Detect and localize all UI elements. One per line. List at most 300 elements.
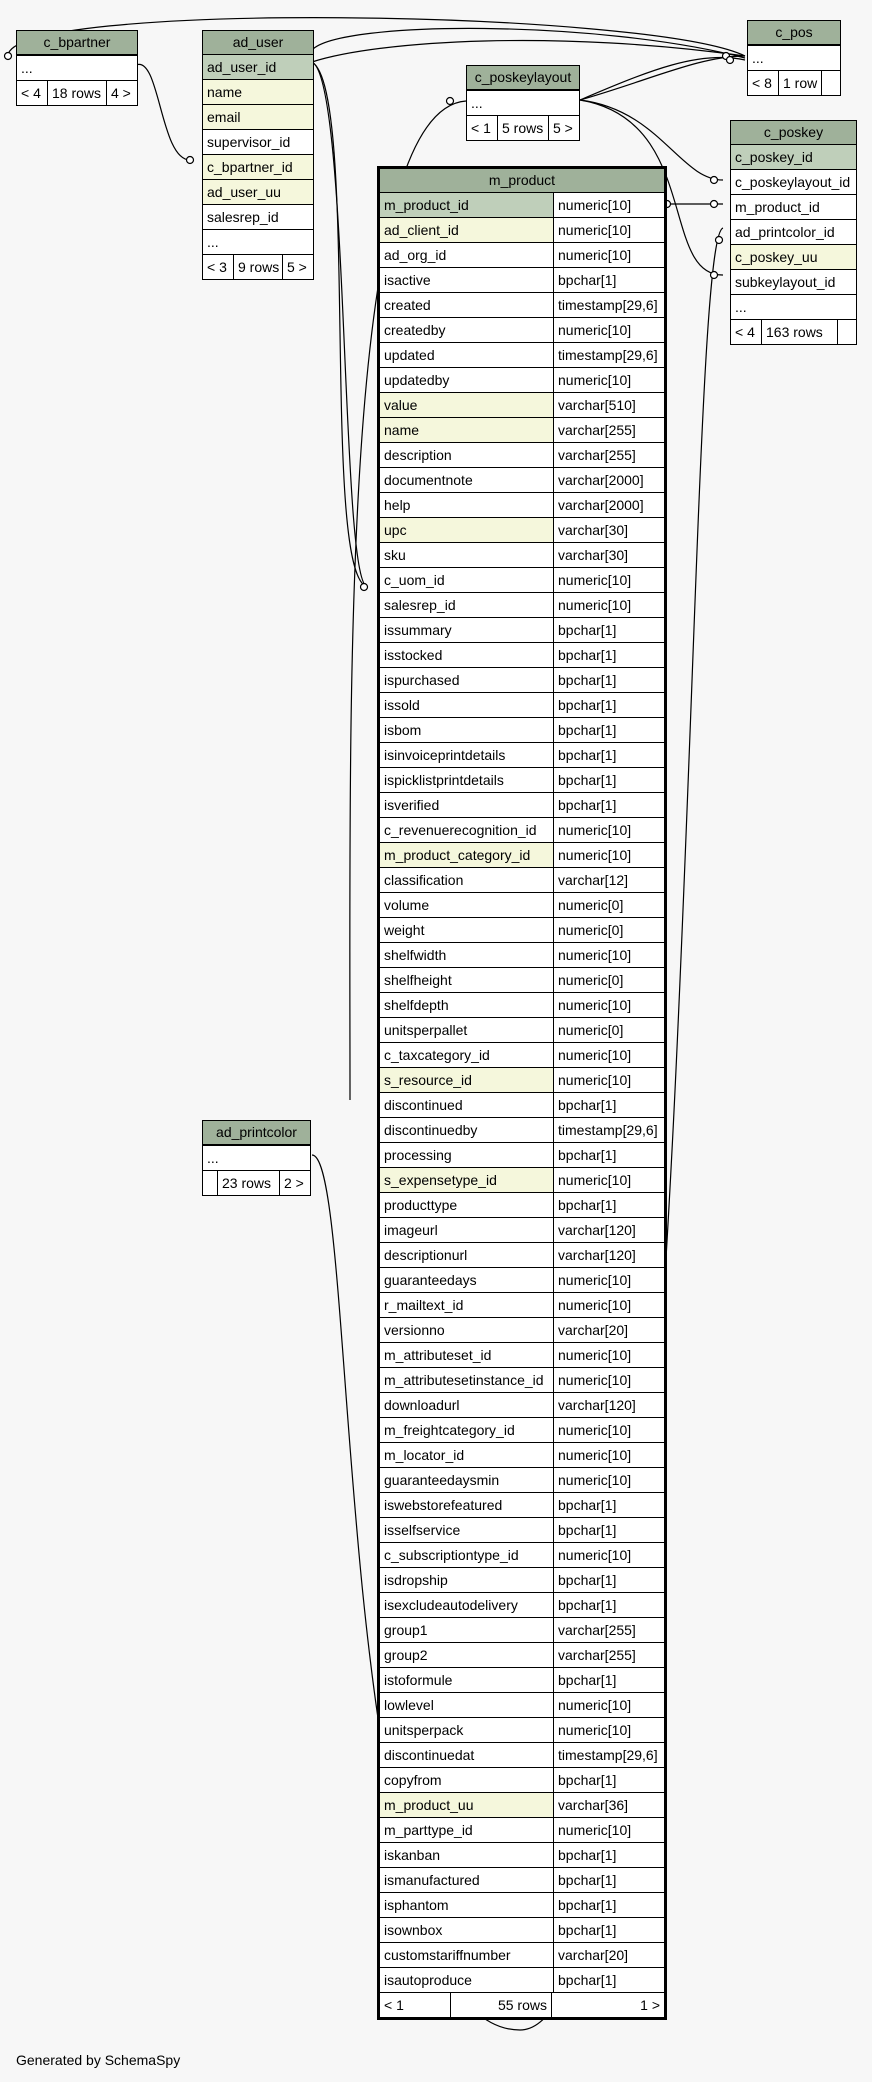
column-type: varchar[255] [553, 418, 664, 442]
column-type: bpchar[1] [553, 1193, 664, 1217]
generated-by-label: Generated by SchemaSpy [16, 2052, 181, 2068]
column-name: ad_user_id [203, 55, 313, 79]
column-name: subkeylayout_id [735, 274, 836, 290]
column-name: s_resource_id [380, 1068, 553, 1092]
column-type: bpchar[1] [553, 1968, 664, 1992]
column-type: timestamp[29,6] [553, 343, 664, 367]
column-type: numeric[10] [553, 1418, 664, 1442]
column-type: bpchar[1] [553, 743, 664, 767]
row-count: 163 rows [761, 320, 837, 344]
column-name: descriptionurl [384, 1247, 468, 1263]
column-type: numeric[10] [553, 1443, 664, 1467]
table-row[interactable] [731, 244, 856, 269]
row-count: 18 rows [47, 81, 106, 105]
table-row[interactable] [380, 742, 664, 767]
column-type: varchar[255] [553, 443, 664, 467]
parent-link[interactable]: < 1 [384, 1997, 404, 2013]
column-name: isstocked [384, 647, 443, 663]
column-type: bpchar[1] [553, 1868, 664, 1892]
column-name: name [203, 80, 313, 104]
column-name: c_revenuerecognition_id [384, 822, 537, 838]
table-c-bpartner[interactable] [16, 30, 138, 106]
column-type: numeric[0] [553, 968, 664, 992]
column-name: c_bpartner_id [203, 155, 313, 179]
table-row[interactable] [380, 1242, 664, 1267]
table-row[interactable] [380, 1642, 664, 1667]
table-row[interactable] [380, 1842, 664, 1867]
table-row[interactable] [380, 342, 664, 367]
column-type: bpchar[1] [553, 1143, 664, 1167]
table-row[interactable] [380, 367, 664, 392]
column-name: ispurchased [384, 672, 460, 688]
column-name: iskanban [384, 1847, 441, 1863]
table-ad-user[interactable] [202, 30, 314, 280]
column-name: isverified [384, 797, 440, 813]
column-type: varchar[120] [553, 1393, 664, 1417]
column-name: ad_user_uu [203, 180, 313, 204]
link-c-bpartner-ad-user [136, 64, 190, 160]
table-row[interactable] [380, 1292, 664, 1317]
column-type: numeric[10] [553, 1718, 664, 1742]
column-type: varchar[20] [553, 1318, 664, 1342]
table-row[interactable] [380, 1367, 664, 1392]
table-row[interactable] [380, 567, 664, 592]
link-poskeylayout-c-pos-2 [580, 57, 745, 100]
column-type: bpchar[1] [553, 718, 664, 742]
column-name: ad_client_id [380, 218, 553, 242]
column-type: numeric[10] [553, 1818, 664, 1842]
table-footer [203, 1170, 310, 1195]
child-link[interactable]: 2 > [279, 1171, 310, 1195]
column-type: varchar[2000] [553, 468, 664, 492]
column-name: help [384, 497, 411, 513]
column-name: versionno [384, 1322, 445, 1338]
table-row[interactable] [380, 692, 664, 717]
table-row[interactable] [731, 219, 856, 244]
table-row[interactable] [380, 1217, 664, 1242]
table-row[interactable] [380, 1317, 664, 1342]
table-row[interactable] [380, 1967, 664, 1992]
table-footer [748, 70, 840, 95]
column-name: producttype [384, 1197, 458, 1213]
column-name: c_taxcategory_id [384, 1047, 490, 1063]
table-row[interactable] [380, 1592, 664, 1617]
table-row[interactable] [203, 79, 313, 104]
table-footer [203, 254, 313, 279]
parent-link[interactable]: < 4 [735, 324, 755, 340]
child-link[interactable]: 4 > [106, 81, 137, 105]
column-type: bpchar[1] [553, 1568, 664, 1592]
column-type: varchar[12] [553, 868, 664, 892]
table-row[interactable] [380, 617, 664, 642]
table-row[interactable] [380, 492, 664, 517]
table-row[interactable] [380, 1867, 664, 1892]
column-type: numeric[10] [553, 1693, 664, 1717]
table-row[interactable] [731, 294, 856, 319]
table-row[interactable] [380, 792, 664, 817]
column-type: numeric[10] [553, 1168, 664, 1192]
column-type: numeric[10] [553, 1343, 664, 1367]
column-name: isexcludeautodelivery [384, 1597, 518, 1613]
parent-link[interactable]: < 4 [21, 85, 41, 101]
column-name: sku [384, 547, 406, 563]
table-c-poskeylayout[interactable] [466, 65, 580, 141]
column-name: email [203, 105, 313, 129]
column-type: bpchar[1] [553, 1518, 664, 1542]
column-type: bpchar[1] [553, 1768, 664, 1792]
column-name: supervisor_id [207, 134, 291, 150]
column-name: iswebstorefeatured [384, 1497, 503, 1513]
column-type: bpchar[1] [553, 268, 664, 292]
column-name: isinvoiceprintdetails [384, 747, 506, 763]
column-name: isselfservice [384, 1522, 461, 1538]
table-title[interactable]: c_pos [748, 21, 840, 45]
column-type: bpchar[1] [553, 618, 664, 642]
column-name: discontinuedby [384, 1122, 478, 1138]
column-name: salesrep_id [384, 597, 456, 613]
column-type: numeric[0] [553, 918, 664, 942]
column-name: guaranteedays [384, 1272, 477, 1288]
table-row[interactable] [380, 892, 664, 917]
table-row[interactable] [380, 717, 664, 742]
child-link[interactable]: 5 > [548, 116, 579, 140]
table-row[interactable] [203, 229, 313, 254]
table-row[interactable] [380, 467, 664, 492]
column-name: updated [384, 347, 435, 363]
column-name: salesrep_id [207, 209, 279, 225]
table-row[interactable] [731, 194, 856, 219]
table-row[interactable] [380, 1492, 664, 1517]
table-row[interactable] [380, 1042, 664, 1067]
table-row[interactable] [380, 1917, 664, 1942]
table-row[interactable] [380, 992, 664, 1017]
column-name: m_freightcategory_id [384, 1422, 515, 1438]
table-row[interactable] [380, 1342, 664, 1367]
column-type: numeric[10] [553, 1293, 664, 1317]
row-count: 55 rows [450, 1993, 551, 2017]
table-row[interactable] [380, 1467, 664, 1492]
table-row[interactable] [380, 1442, 664, 1467]
table-row[interactable] [380, 1667, 664, 1692]
column-type: timestamp[29,6] [553, 293, 664, 317]
column-type: numeric[10] [553, 993, 664, 1017]
row-count: 23 rows [217, 1171, 279, 1195]
column-name: updatedby [384, 372, 450, 388]
child-link[interactable] [821, 71, 840, 95]
table-row[interactable] [380, 193, 664, 217]
table-title[interactable]: m_product [380, 169, 664, 193]
column-type: varchar[120] [553, 1243, 664, 1267]
table-row[interactable] [380, 642, 664, 667]
column-name: ad_printcolor_id [735, 224, 835, 240]
column-type: bpchar[1] [553, 793, 664, 817]
column-type: numeric[10] [553, 1043, 664, 1067]
table-row[interactable] [380, 1742, 664, 1767]
table-row[interactable] [380, 267, 664, 292]
column-name: processing [384, 1147, 452, 1163]
table-row[interactable] [380, 1417, 664, 1442]
table-row[interactable] [380, 917, 664, 942]
table-row[interactable] [380, 1792, 664, 1817]
column-name: isautoproduce [384, 1972, 472, 1988]
column-name: m_attributeset_id [384, 1347, 492, 1363]
column-name: m_product_category_id [380, 843, 553, 867]
column-type: bpchar[1] [553, 643, 664, 667]
table-row[interactable] [380, 1117, 664, 1142]
column-name: createdby [384, 322, 446, 338]
column-name: volume [384, 897, 430, 913]
column-type: numeric[10] [553, 318, 664, 342]
column-name: istoformule [384, 1672, 453, 1688]
table-row[interactable] [203, 179, 313, 204]
column-type: timestamp[29,6] [553, 1743, 664, 1767]
column-type: numeric[10] [553, 368, 664, 392]
table-row[interactable] [203, 104, 313, 129]
table-c-poskey[interactable] [730, 120, 857, 345]
row-count: 9 rows [233, 255, 282, 279]
table-row[interactable] [380, 1692, 664, 1717]
column-name: isbom [384, 722, 422, 738]
table-row[interactable] [380, 867, 664, 892]
child-link[interactable]: 5 > [282, 255, 313, 279]
table-row[interactable] [380, 1717, 664, 1742]
parent-link[interactable]: < 8 [752, 75, 772, 91]
column-name: m_attributesetinstance_id [384, 1372, 544, 1388]
column-name: r_mailtext_id [384, 1297, 464, 1313]
column-type: numeric[10] [553, 568, 664, 592]
column-name: customstariffnumber [384, 1947, 511, 1963]
column-name: m_product_uu [380, 1793, 553, 1817]
column-name: ... [207, 234, 219, 250]
column-type: numeric[10] [553, 1543, 664, 1567]
column-name: isownbox [384, 1922, 443, 1938]
column-name: ispicklistprintdetails [384, 772, 504, 788]
column-name: name [380, 418, 553, 442]
table-row[interactable] [380, 442, 664, 467]
column-name: m_parttype_id [384, 1822, 473, 1838]
column-type: bpchar[1] [553, 1668, 664, 1692]
child-link[interactable] [837, 320, 856, 344]
column-name: upc [380, 518, 553, 542]
column-name: ismanufactured [384, 1872, 480, 1888]
table-row[interactable] [380, 1567, 664, 1592]
column-name: unitsperpallet [384, 1022, 468, 1038]
table-row[interactable] [203, 55, 313, 79]
table-row[interactable] [380, 942, 664, 967]
table-row[interactable] [380, 542, 664, 567]
table-row[interactable] [380, 1192, 664, 1217]
table-row[interactable] [380, 1017, 664, 1042]
row-count: 5 rows [497, 116, 548, 140]
column-name: group1 [384, 1622, 428, 1638]
table-row[interactable] [380, 1767, 664, 1792]
parent-link[interactable]: < 1 [471, 120, 491, 136]
row-count: 1 row [778, 71, 821, 95]
column-type: numeric[10] [553, 593, 664, 617]
column-name: unitsperpack [384, 1722, 464, 1738]
table-row[interactable] [380, 392, 664, 417]
table-row[interactable] [380, 592, 664, 617]
table-row[interactable]: ... [748, 45, 840, 70]
table-row[interactable] [380, 1517, 664, 1542]
column-type: numeric[0] [553, 1018, 664, 1042]
column-type: varchar[120] [553, 1218, 664, 1242]
table-row[interactable] [380, 817, 664, 842]
column-name: discontinued [384, 1097, 463, 1113]
table-row[interactable] [380, 417, 664, 442]
column-type: numeric[10] [553, 1068, 664, 1092]
table-title[interactable]: c_poskey [731, 121, 856, 145]
table-row[interactable] [380, 967, 664, 992]
column-type: varchar[20] [553, 1943, 664, 1967]
table-title[interactable]: ad_printcolor [203, 1121, 310, 1145]
column-name: downloadurl [384, 1397, 460, 1413]
column-name: documentnote [384, 472, 473, 488]
column-name: c_uom_id [384, 572, 445, 588]
table-title[interactable]: c_bpartner [17, 31, 137, 55]
column-type: varchar[2000] [553, 493, 664, 517]
table-title[interactable]: ad_user [203, 31, 313, 55]
link-ad-user-c-pos [312, 41, 745, 62]
column-type: varchar[30] [553, 543, 664, 567]
column-type: bpchar[1] [553, 1493, 664, 1517]
table-row[interactable] [380, 217, 664, 242]
column-type: bpchar[1] [553, 1893, 664, 1917]
column-name: value [380, 393, 553, 417]
column-name: c_subscriptiontype_id [384, 1547, 519, 1563]
table-row[interactable] [380, 842, 664, 867]
column-name: copyfrom [384, 1772, 442, 1788]
link-ad-user-supervisor [312, 62, 368, 587]
table-row[interactable] [203, 129, 313, 154]
table-row[interactable] [731, 145, 856, 169]
table-row[interactable]: ... [467, 90, 579, 115]
table-footer [17, 80, 137, 105]
column-name: lowlevel [384, 1697, 434, 1713]
column-name: guaranteedaysmin [384, 1472, 500, 1488]
column-type: varchar[36] [553, 1793, 664, 1817]
column-type: numeric[10] [553, 818, 664, 842]
column-name: discontinuedat [384, 1747, 475, 1763]
column-name: description [384, 447, 452, 463]
table-row[interactable]: ... [203, 1145, 310, 1170]
link-ad-user-salesrep [312, 62, 368, 587]
column-name: created [384, 297, 431, 313]
table-row[interactable] [380, 1167, 664, 1192]
column-type: bpchar[1] [553, 1843, 664, 1867]
column-type: numeric[10] [553, 1468, 664, 1492]
column-type: numeric[10] [553, 193, 664, 217]
column-name: group2 [384, 1647, 428, 1663]
table-c-pos[interactable] [747, 20, 841, 96]
table-row[interactable] [380, 517, 664, 542]
column-name: isdropship [384, 1572, 448, 1588]
table-row[interactable] [380, 1067, 664, 1092]
table-row[interactable] [731, 269, 856, 294]
column-type: numeric[10] [553, 1368, 664, 1392]
column-name: shelfdepth [384, 997, 449, 1013]
column-name: weight [384, 922, 425, 938]
child-link[interactable]: 1 > [551, 1993, 664, 2017]
table-footer [380, 1992, 664, 2017]
column-type: bpchar[1] [553, 668, 664, 692]
column-type: numeric[10] [553, 243, 664, 267]
column-name: m_product_id [735, 199, 820, 215]
table-row[interactable] [731, 169, 856, 194]
table-row[interactable] [380, 1892, 664, 1917]
table-row[interactable] [380, 292, 664, 317]
parent-link[interactable] [203, 1171, 217, 1195]
table-row[interactable] [380, 1542, 664, 1567]
column-type: numeric[10] [553, 1268, 664, 1292]
column-name: s_expensetype_id [380, 1168, 553, 1192]
column-name: m_product_id [380, 193, 553, 217]
table-row[interactable] [203, 154, 313, 179]
column-type: varchar[510] [553, 393, 664, 417]
table-row[interactable] [380, 1942, 664, 1967]
table-footer [731, 319, 856, 344]
link-ad-user-c-pos-2 [312, 28, 745, 58]
table-row[interactable] [380, 1817, 664, 1842]
column-name: imageurl [384, 1222, 438, 1238]
column-name: c_poskey_id [731, 145, 856, 169]
table-row[interactable] [203, 204, 313, 229]
column-name: c_poskeylayout_id [735, 174, 851, 190]
table-row[interactable] [380, 667, 664, 692]
column-name: shelfwidth [384, 947, 447, 963]
column-name: c_poskey_uu [731, 245, 856, 269]
table-row[interactable] [380, 1392, 664, 1417]
column-type: bpchar[1] [553, 1593, 664, 1617]
table-row[interactable] [380, 1267, 664, 1292]
table-ad-printcolor[interactable] [202, 1120, 311, 1196]
table-row[interactable] [380, 1617, 664, 1642]
column-type: bpchar[1] [553, 768, 664, 792]
column-type: bpchar[1] [553, 693, 664, 717]
column-type: timestamp[29,6] [553, 1118, 664, 1142]
table-row[interactable] [380, 317, 664, 342]
table-row[interactable] [380, 767, 664, 792]
column-name: isphantom [384, 1897, 449, 1913]
column-type: bpchar[1] [553, 1918, 664, 1942]
link-poskeylayout-c-pos [580, 56, 745, 100]
table-title[interactable]: c_poskeylayout [467, 66, 579, 90]
column-type: varchar[255] [553, 1618, 664, 1642]
column-name: issold [384, 697, 420, 713]
column-type: varchar[255] [553, 1643, 664, 1667]
table-row[interactable] [380, 1142, 664, 1167]
column-name: m_locator_id [384, 1447, 465, 1463]
column-name: shelfheight [384, 972, 452, 988]
column-name: ... [735, 299, 747, 315]
column-type: numeric[10] [553, 943, 664, 967]
table-row[interactable] [380, 242, 664, 267]
table-m-product[interactable] [377, 166, 667, 2020]
column-type: bpchar[1] [553, 1093, 664, 1117]
column-type: numeric[10] [553, 843, 664, 867]
column-type: numeric[0] [553, 893, 664, 917]
parent-link[interactable]: < 3 [207, 259, 227, 275]
column-name: ad_org_id [384, 247, 447, 263]
column-type: varchar[30] [553, 518, 664, 542]
column-type: numeric[10] [553, 218, 664, 242]
table-row[interactable]: ... [17, 55, 137, 80]
column-name: issummary [384, 622, 452, 638]
column-name: isactive [384, 272, 431, 288]
table-row[interactable] [380, 1092, 664, 1117]
table-footer [467, 115, 579, 140]
column-name: classification [384, 872, 464, 888]
